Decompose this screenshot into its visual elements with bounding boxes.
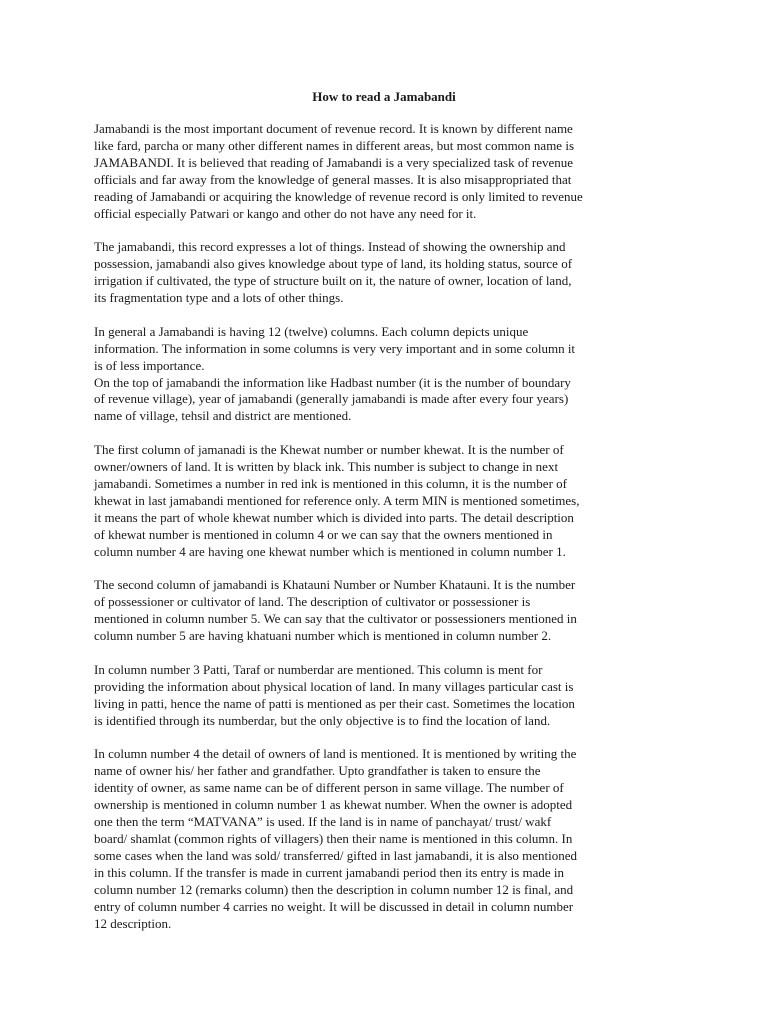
text-line: is identified through its numberdar, but the only objective is to find the location of land. xyxy=(94,712,551,728)
text-line: providing the information about physical location of land. In many villages particular cast is xyxy=(94,678,574,694)
text-line: In column number 4 the detail of owners of land is mentioned. It is mentioned by writing the xyxy=(94,746,577,762)
text-line: like fard, parcha or many other different names in different areas, but most common name is xyxy=(94,137,574,153)
text-line: khewat in last jamabandi mentioned for reference only. A term MIN is mentioned sometimes, xyxy=(94,492,580,508)
text-line: one then the term “MATVANA” is used. If the land is in name of panchayat/ trust/ wakf xyxy=(94,814,552,830)
text-line: column number 4 are having one khewat number which is mentioned in column number 1. xyxy=(94,543,566,559)
text-line: 12 description. xyxy=(94,915,172,931)
text-line: living in patti, hence the name of patti is mentioned as per their cast. Sometimes the location xyxy=(94,695,575,711)
text-line: column number 12 (remarks column) then the description in column number 12 is final, and xyxy=(94,881,574,897)
text-line: mentioned in column number 5. We can say that the cultivator or possessioners mentioned in xyxy=(94,611,577,627)
text-line: it means the part of whole khewat number which is divided into parts. The detail description xyxy=(94,509,574,525)
text-line: In general a Jamabandi is having 12 (twelve) columns. Each column depicts unique xyxy=(94,323,529,339)
text-line: officials and far away from the knowledge of general masses. It is also misappropriated that xyxy=(94,171,572,187)
text-line: reading of Jamabandi or acquiring the knowledge of revenue record is only limited to revenue xyxy=(94,188,583,204)
paragraph-column-3 xyxy=(94,662,672,730)
text-line: identity of owner, as same name can be of different person in same village. The number of xyxy=(94,780,564,796)
text-line: column number 5 are having khatuani number which is mentioned in column number 2. xyxy=(94,628,552,644)
text-line: irrigation if cultivated, the type of structure built on it, the nature of owner, location of land, xyxy=(94,273,572,289)
paragraph-column-4 xyxy=(94,746,672,932)
text-line: name of owner his/ her father and grandfather. Upto grandfather is taken to ensure the xyxy=(94,763,541,779)
paragraph-record-contents xyxy=(94,239,672,307)
text-line: jamabandi. Sometimes a number in red ink is mentioned in this column, it is the number of xyxy=(94,475,567,491)
text-line: The second column of jamabandi is Khatauni Number or Number Khatauni. It is the number xyxy=(94,577,576,593)
text-line: The first column of jamanadi is the Khewat number or number khewat. It is the number of xyxy=(94,442,564,458)
text-line: name of village, tehsil and district are mentioned. xyxy=(94,408,352,424)
text-line: The jamabandi, this record expresses a lot of things. Instead of showing the ownership and xyxy=(94,239,566,255)
document-title: How to read a Jamabandi xyxy=(312,89,456,104)
paragraph-column-2 xyxy=(94,577,672,645)
paragraph-intro xyxy=(94,121,672,222)
paragraph-columns-overview xyxy=(94,324,672,375)
text-line: in this column. If the transfer is made in current jamabandi period then its entry is made in xyxy=(94,864,565,880)
text-line: information. The information in some columns is very very important and in some column it xyxy=(94,340,576,356)
text-line: some cases when the land was sold/ transferred/ gifted in last jamabandi, it is also mentioned xyxy=(94,847,578,863)
text-line: In column number 3 Patti, Taraf or numberdar are mentioned. This column is ment for xyxy=(94,661,543,677)
text-line: Jamabandi is the most important document of revenue record. It is known by different name xyxy=(94,121,573,136)
text-line: of possessioner or cultivator of land. The description of cultivator or possessioner is xyxy=(94,594,531,610)
text-line: of revenue village), year of jamabandi (generally jamabandi is made after every four years) xyxy=(94,391,569,407)
paragraph-header-info xyxy=(94,375,672,426)
text-line: owner/owners of land. It is written by black ink. This number is subject to change in next xyxy=(94,459,559,475)
document-body xyxy=(94,121,672,932)
paragraph-column-1 xyxy=(94,442,672,560)
text-line: On the top of jamabandi the information like Hadbast number (it is the number of boundary xyxy=(94,374,571,390)
text-line: ownership is mentioned in column number 1 as khewat number. When the owner is adopted xyxy=(94,797,573,813)
text-line: board/ shamlat (common rights of villagers) then their name is mentioned in this column. In xyxy=(94,830,573,846)
text-line: is of less importance. xyxy=(94,357,205,373)
text-line: official especially Patwari or kango and other do not have any need for it. xyxy=(94,205,477,221)
text-line: JAMABANDI. It is believed that reading of Jamabandi is a very specialized task of revenue xyxy=(94,154,574,170)
text-line: of khewat number is mentioned in column 4 or we can say that the owners mentioned in xyxy=(94,526,553,542)
text-line: entry of column number 4 carries no weight. It will be discussed in detail in column number xyxy=(94,898,574,914)
text-line: its fragmentation type and a lots of other things. xyxy=(94,290,344,306)
text-line: possession, jamabandi also gives knowledge about type of land, its holding status, source of xyxy=(94,256,573,272)
